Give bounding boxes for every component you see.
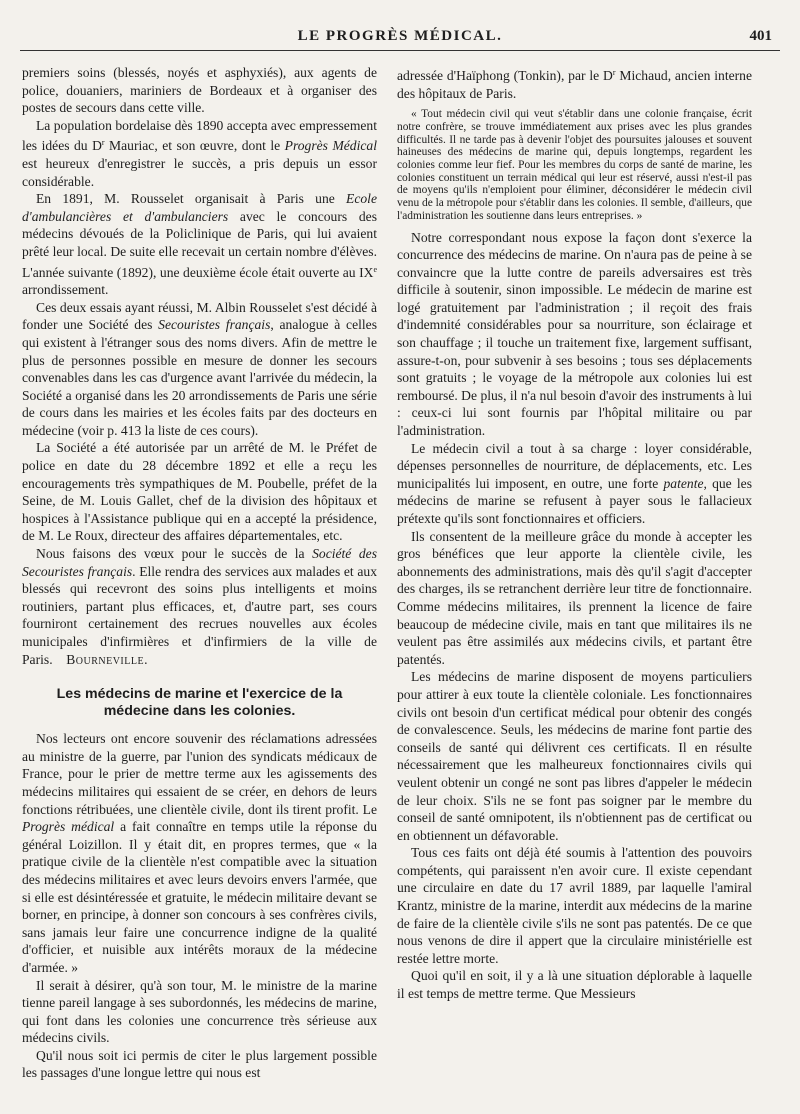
left-column [22, 64, 377, 1104]
paragraph: Quoi qu'il en soit, il y a là une situation déplorable à laquelle il est temps de mettre terme. Que Messieurs [397, 968, 752, 1002]
page-header [0, 0, 800, 58]
page-number: 401 [749, 28, 772, 44]
paragraph: Le médecin civil a tout à sa charge : loyer considérable, dépenses personnelles de nourriture, de déplacements, etc. Les municipalités lui imposent, en outre, une forte patente, que les médecins de marine se refusent à payer sous le fallacieux prétexte qu'ils sont fonctionnaires et officiers. [397, 440, 752, 527]
paragraph: Les médecins de marine disposent de moyens particuliers pour attirer à eux toute la clientèle coloniale. Les fonctionnaires civils ont besoin d'un certificat médical pour obtenir des congés de convalescence. Seuls, les médecins de marine font partie des conseils de santé qui délivrent ces certificats. Il en résulte nécessairement que les malheureux fonctionnaires civils qui veulent obtenir un congé ne sont pas libres d'appeler le médecin de leur choix. S'ils ne se font pas soigner par le membre du conseil de santé omnipotent, ils n'obtiennent pas de certificat ou en obtiennent un défavorable. [397, 669, 752, 843]
paragraph: Il serait à désirer, qu'à son tour, M. le ministre de la marine tienne pareil langage à ses subordonnés, les médecins de marine, qui font dans les colonies une concurrence très sérieuse aux médecins civils. [22, 977, 377, 1046]
signature: Bourneville. [66, 651, 148, 667]
paragraph: Nos lecteurs ont encore souvenir des réclamations adressées au ministre de la guerre, par l'union des syndicats médicaux de France, pour le prier de mettre terme aux les agissements des médecins militaires qui essaient de se créer, en dehors de leurs fonctions rétribuées, une clientèle civile, dont ils tirent profit. Le Progrès médical a fait connaître en temps utile la réponse du général Loizillon. Il y était dit, en propres termes, que « la pratique civile de la clientèle n'est compatible avec la situation des médecins militaires et avec leurs devoirs envers l'armée, que si elle est désintéressée et gratuite, le médecin militaire devant se borner, en principe, à donner son concours à ses confrères civils, sans jamais leur faire une concurrence indigne de la qualité d'officier, et nuisible aux intérêts moraux de la médecine d'armée. » [22, 731, 377, 975]
paragraph: La population bordelaise dès 1890 accepta avec empressement les idées du $D^r$ Mauriac, et son œuvre, dont le Progrès Médical est heureux d'enregistrer le succès, a pris depuis un essor considérable. [22, 117, 377, 189]
block-quote: « Tout médecin civil qui veut s'établir dans une colonie française, écrit notre confrère, se trouve immédiatement aux prises avec les plus grandes difficultés. Il ne tarde pas à devenir l'objet des poursuites jalouses et souvent haineuses des médecins de marine qui, depuis longtemps, regardent les colonies comme leur fief. Pour les membres du corps de santé de marine, les colonies constituent un terrain médical qui leur est réservé, aussi n'est-il pas de moyens qu'ils n'emploient pour éliminer, déconsidérer le médecin civil venu de la métropole pour s'établir dans les colonies. Il semble, d'ailleurs, que l'administration les soutienne dans leurs entreprises. » [397, 108, 752, 222]
paragraph: premiers soins (blessés, noyés et asphyxiés), aux agents de police, douaniers, mariniers de Bordeaux et à organiser des postes de secours dans cette ville. [22, 65, 377, 116]
paragraph: Qu'il nous soit ici permis de citer le plus largement possible les passages d'une longue lettre qui nous est [22, 1047, 377, 1081]
right-column [397, 64, 752, 1104]
paragraph: Tous ces faits ont déjà été soumis à l'attention des pouvoirs compétents, qui paraissent n'en avoir cure. Il existe cependant une circulaire en date du 17 avril 1889, par laquelle l'amiral Krantz, ministre de la marine, interdit aux médecins de la marine de faire de la clientèle civile s'ils ne sont pas patentés. De ce que nous venons de dire il appert que la circulaire ministérielle est restée lettre morte. [397, 845, 752, 966]
paragraph: adressée d'Haïphong (Tonkin), par le $D^r$ Michaud, ancien interne des hôpitaux de Paris. [397, 68, 752, 101]
article-title: Les médecins de marine et l'exercice de la médecine dans les colonies. [56, 686, 343, 720]
paragraph: Nous faisons des vœux pour le succès de la Société des Secouristes français. Elle rendra des services aux malades et aux blessés qui recevront des soins plus intelligents et moins routiniers, partant plus efficaces, et, d'autre part, ses cours fourniront certainement des recrues nouvelles aux écoles municipales d'infirmières et d'infirmiers de la ville de Paris. Bourneville. [22, 546, 377, 667]
paragraph: La Société a été autorisée par un arrêté de M. le Préfet de police en date du 28 décembre 1892 et elle a reçu les encouragements très sympathiques de M. Poubelle, préfet de la Seine, de M. Louis Gallet, chef de la division des hôpitaux et hospices à l'Assistance publique qui en a accepté la présidence, de M. Le Roux, directeur des affaires départementales, etc. [22, 440, 377, 544]
journal-title: LE PROGRÈS MÉDICAL. [297, 28, 503, 44]
paragraph: Notre correspondant nous expose la façon dont s'exerce la concurrence des médecins de marine. On n'aura pas de peine à se convaincre que la lutte contre de pareils adversaires est très difficile à soutenir, sinon impossible. Le médecin de marine est logé gratuitement par l'administration ; il reçoit des frais d'indemnité considérables pour sa nourriture, son éclairage et son chauffage ; il touche un traitement fixe, largement suffisant, assure-t-on, pour subvenir à ses besoins ; tous ses déplacements sont gratuits ; le voyage de la métropole aux colonies lui est remboursé. De plus, il n'a nul besoin d'avoir des instruments à lui : ceux-ci lui sont fournis par l'hôpital militaire ou par l'administration. [397, 229, 752, 439]
paragraph: Ils consentent de la meilleure grâce du monde à accepter les gros bénéfices que leur apporte la clientèle civile, les abonnements des administrations, mais dès qu'il s'agit d'accepter des charges, ils se retranchent derrière leur titre de fonctionnaire. Comme médecins militaires, ils prennent la licence de faire beaucoup de médecine civile, mais en tant que militaires ils ne veulent pas être assimilés aux médecins civils, et partant être patentés. [397, 528, 752, 667]
paragraph: En 1891, M. Rousselet organisait à Paris une Ecole d'ambulancières et d'ambulanciers avec le concours des médecins dévoués de la Policlinique de Paris, qui lui avaient prêté leur local. De suite elle recevait un certain nombre d'élèves. L'année suivante (1892), une deuxième école était ouverte au IXe arrondissement. [22, 191, 377, 298]
paragraph: Ces deux essais ayant réussi, M. Albin Rousselet s'est décidé à fonder une Société des Secouristes français, analogue à celles qui existent à l'étranger sous des noms divers. Afin de mettre le plus de personnes possible en mesure de donner les secours convenables dans les cas d'urgence avant l'arrivée du médecin, la Société a organisé dans les 20 arrondissements de Paris une série de cours dans les mairies et les écoles faits par des docteurs en médecine (voir p. 413 la liste de ces cours). [22, 299, 377, 438]
header-rule [20, 50, 780, 51]
